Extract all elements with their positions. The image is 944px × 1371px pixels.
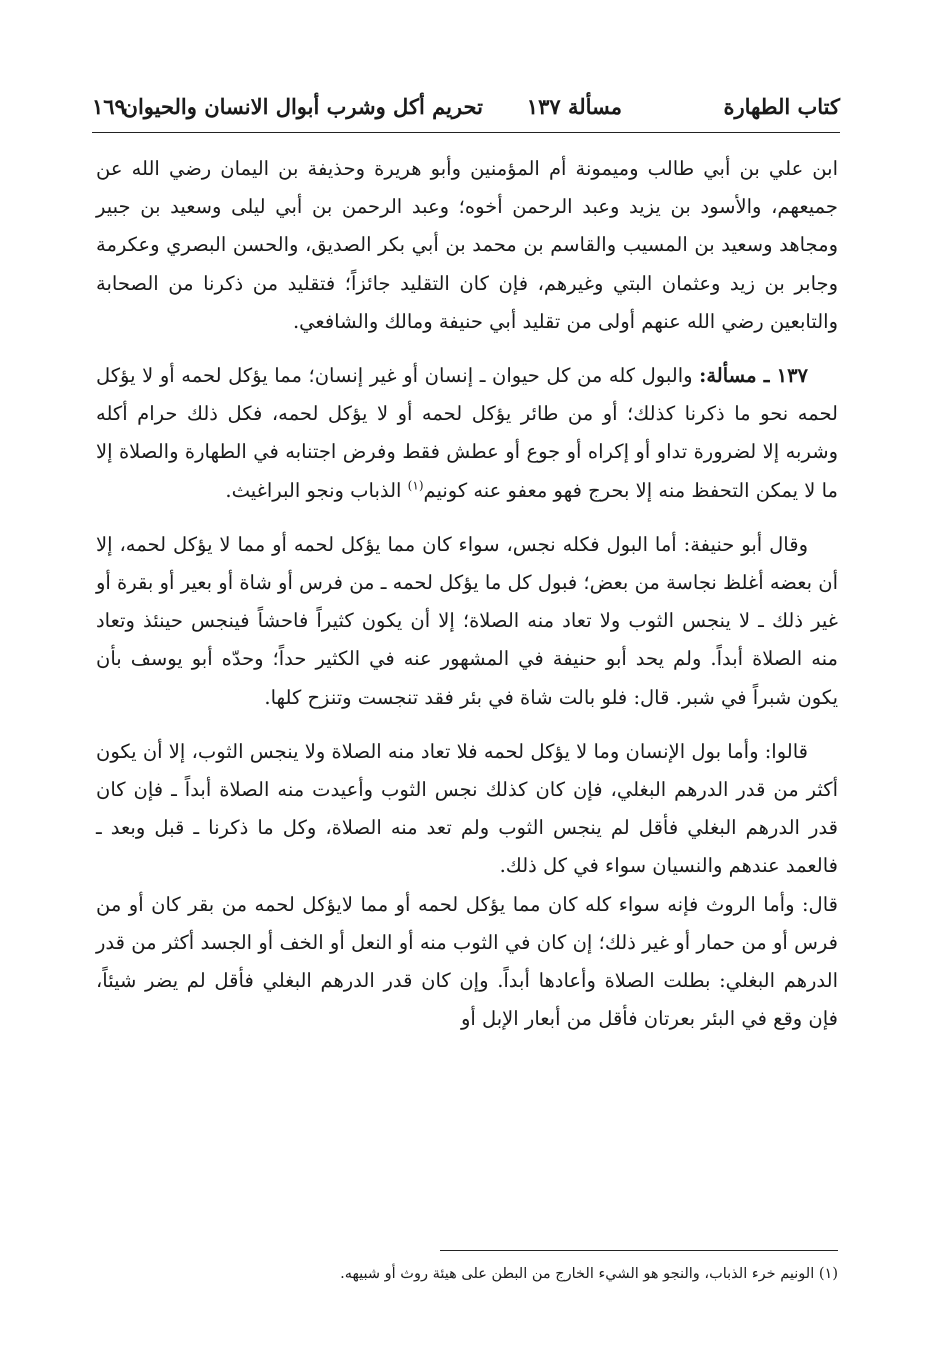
paragraph-5: قال: وأما الروث فإنه سواء كله كان مما يؤكل لحمه أو مما لايؤكل لحمه من بقر كان أو من فرس أو من حمار أو غير ذلك؛ إن كان في الثوب منه أو النعل أو الخف أو الجسد أكثر من قدر الدرهم البغلي: بطلت الصلاة وأعادها أبداً. وإن كان قدر الدرهم البغلي فأقل لم يضر شيئاً، فإن وقع في البئر بعرتان فأقل من أبعار الإبل أو [96,892,838,1031]
paragraph-2-tail: الذباب ونجو البراغيث. [225,478,402,502]
footnote-marker: (١) [407,478,424,493]
issue-heading: ١٣٧ ـ مسألة: [699,364,809,388]
paragraph-2-text: والبول كله من كل حيوان ـ إنسان أو غير إنسان؛ مما يؤكل لحمه أو لا يؤكل لحمه نحو ما ذكرنا كذلك؛ أو من طائر يؤكل لحمه أو لا يؤكل لحمه، فكل ذلك حرام أكله وشربه إلا لضرورة تداو أو إكراه أو جوع أو عطش فقط وفرض اجتنابه في الطهارة والصلاة إلا ما لا يمكن التحفظ منه إلا بحرج فهو معفو عنه كونيم [96,364,838,502]
paragraph-3: وقال أبو حنيفة: أما البول فكله نجس، سواء كان مما يؤكل لحمه أو مما لا يؤكل لحمه، إلا أن بعضه أغلظ نجاسة من بعض؛ فبول كل ما يؤكل لحمه ـ من فرس أو شاة أو بعير أو بقرة أو غير ذلك ـ لا ينجس الثوب ولا تعاد منه الصلاة؛ إلا أن يكون كثيراً فاحشاً فينجس حينئذ وتعاد منه الصلاة أبداً. ولم يحد أبو حنيفة في المشهور عنه في الكثير حداً؛ وحدّه أبو يوسف بأن يكون شبراً في شبر. قال: فلو بالت شاة في بئر فقد تنجست وتنزح كلها. [96,532,838,709]
footnote-number: (١) [818,1266,838,1282]
paragraph-4: قالوا: وأما بول الإنسان وما لا يؤكل لحمه فلا تعاد منه الصلاة ولا ينجس الثوب، إلا أن يكون أكثر من قدر الدرهم البغلي، فإن كان كذلك نجس الثوب وأعيدت منه الصلاة أبداً ـ فإن كان قدر الدرهم البغلي فأقل لم ينجس الثوب ولم تعد منه الصلاة، وكل ما ذكرنا ـ قبل وبعد ـ فالعمد عندهم والنسيان سواء في كل ذلك. [96,739,838,878]
footnote-rule [440,1250,838,1251]
paragraph-1: ابن علي بن أبي طالب وميمونة أم المؤمنين وأبو هريرة وحذيفة بن اليمان رضي الله عن جميعهم، والأسود بن يزيد وعبد الرحمن أخوه؛ وعبد الرحمن بن أبي ليلى وسعيد بن جبير ومجاهد وسعيد بن المسيب والقاسم بن محمد بن أبي بكر الصديق، والحسن البصري وعكرمة وجابر بن زيد وعثمان البتي وغيرهم، فإن كان التقليد جائزاً؛ فتقليد من ذكرنا من الصحابة والتابعين رضي الله عنهم أولى من تقليد أبي حنيفة ومالك والشافعي. [96,157,838,333]
page-header [92,92,840,126]
issue-title: تحريم أكل وشرب أبوال الانسان والحيوان [122,94,483,119]
paragraph-2 [96,357,838,510]
page-number: ١٦٩ [92,94,126,119]
running-title [123,94,622,119]
footnote-text: الونيم خرء الذباب، والنجو هو الشيء الخارج من البطن على هيئة روث أو شبيهه. [340,1266,815,1282]
footnote [96,1262,838,1286]
issue-label: مسألة ١٣٧ [526,94,622,119]
main-text [96,150,838,1038]
header-rule [92,132,840,133]
book-title: كتاب الطهارة [723,94,840,119]
